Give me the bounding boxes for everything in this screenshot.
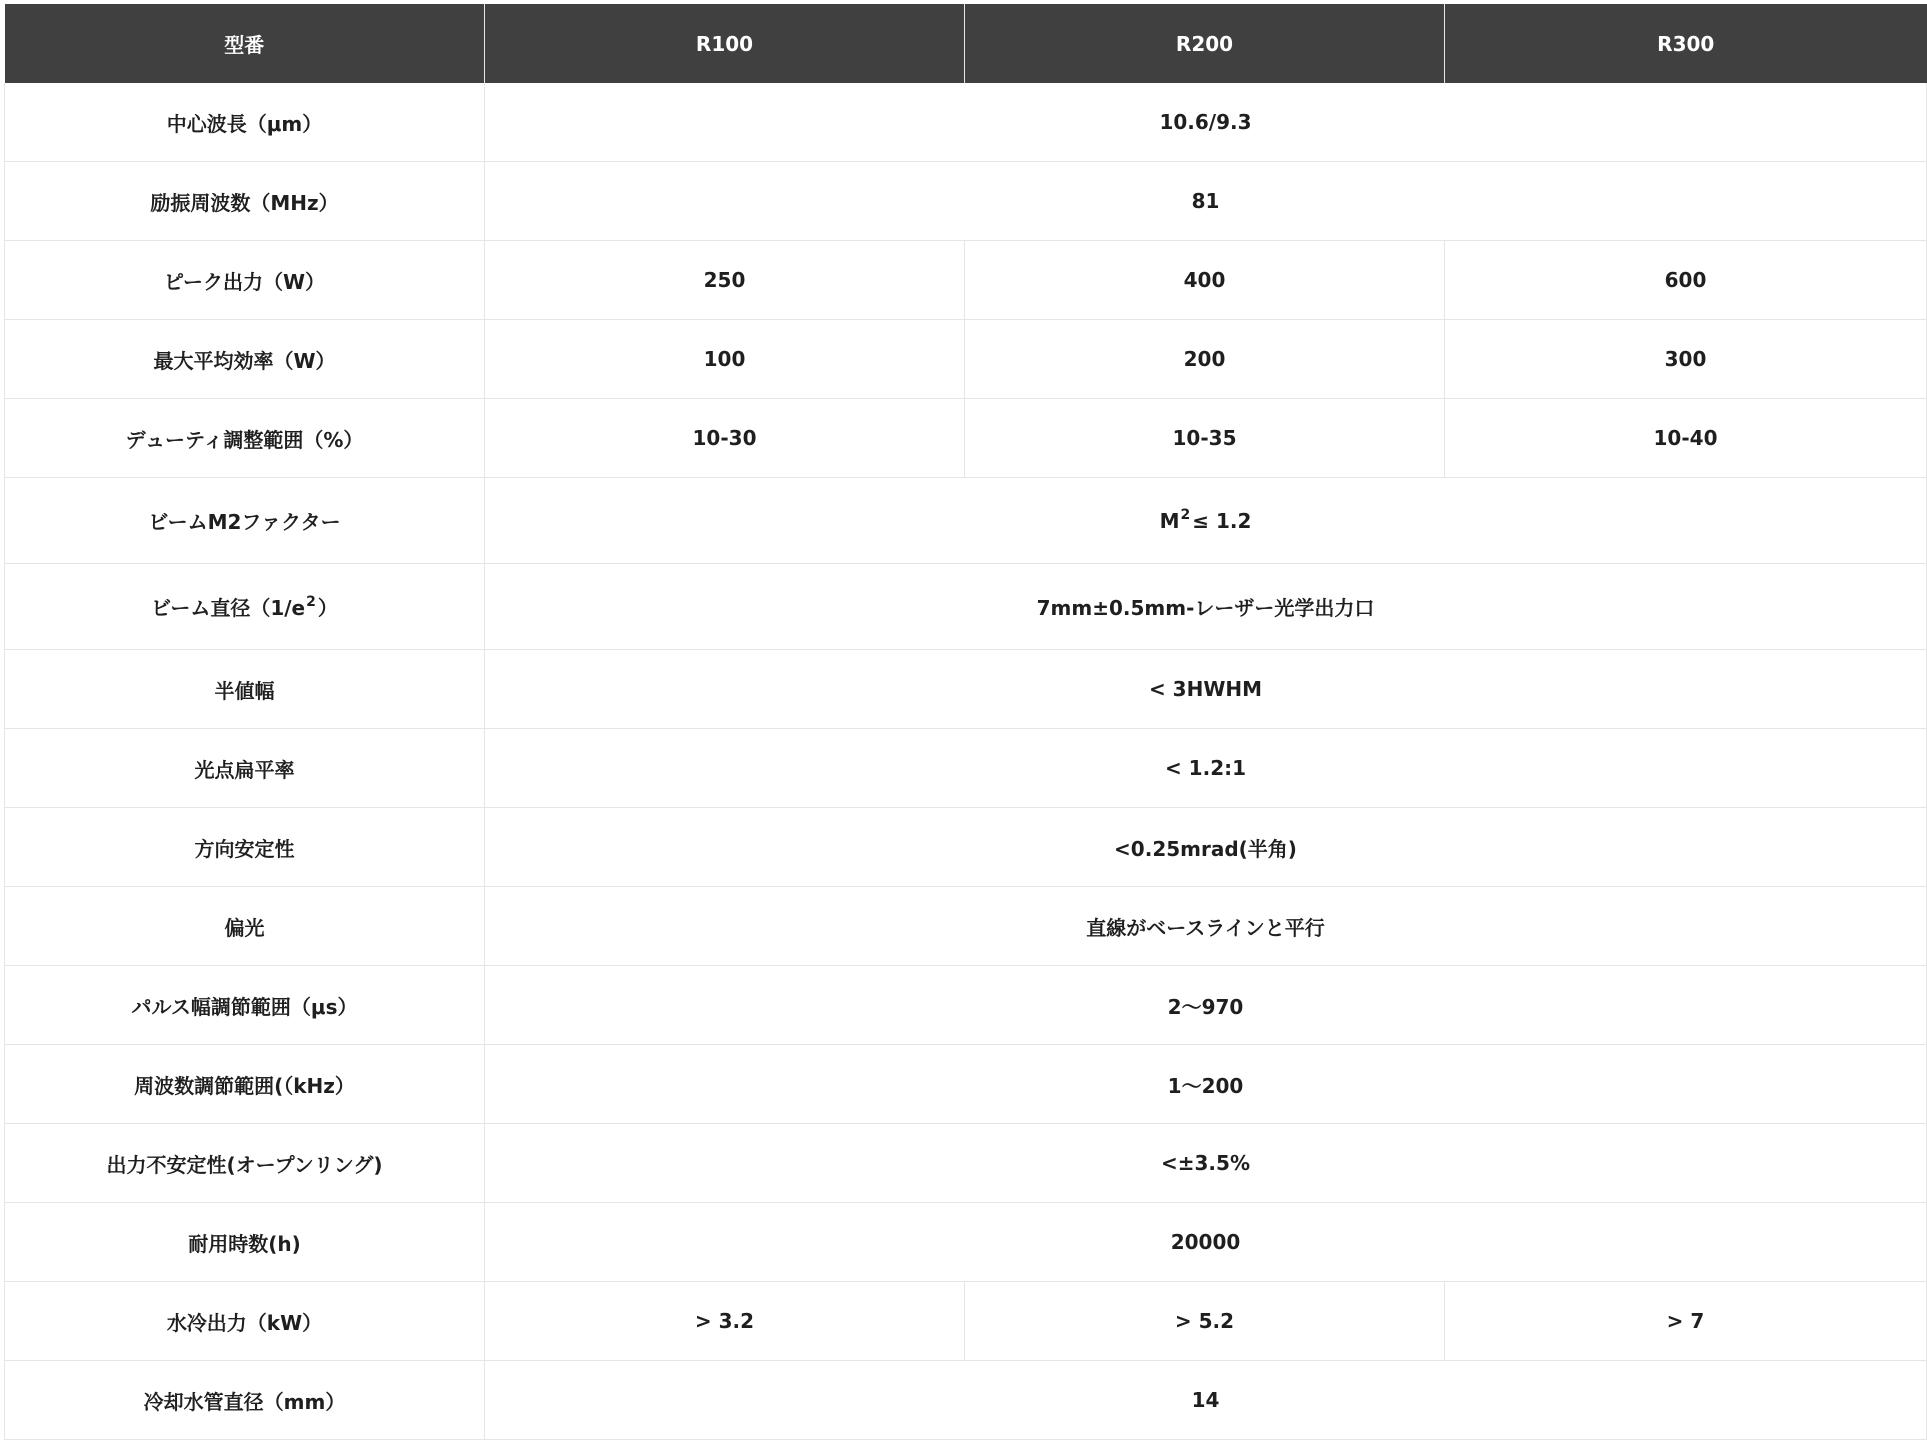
header-model-r100: R100 <box>485 4 965 83</box>
row-value-r200: > 5.2 <box>965 1282 1445 1361</box>
row-cooling-pipe-diameter <box>5 1361 1927 1440</box>
label-superscript: 2 <box>306 594 316 610</box>
row-value-r100: 100 <box>485 320 965 399</box>
row-fwhm <box>5 650 1927 729</box>
row-peak-power <box>5 241 1927 320</box>
row-value: 10.6/9.3 <box>485 83 1927 162</box>
row-value: < 3HWHM <box>485 650 1927 729</box>
row-label: 耐用時数(h) <box>5 1203 485 1282</box>
row-value: 14 <box>485 1361 1927 1440</box>
row-beam-diameter <box>5 564 1927 650</box>
row-value <box>485 478 1927 564</box>
row-pointing-stability <box>5 808 1927 887</box>
row-power-instability <box>5 1124 1927 1203</box>
row-value: <±3.5% <box>485 1124 1927 1203</box>
row-value: 1～200 <box>485 1045 1927 1124</box>
row-value: 81 <box>485 162 1927 241</box>
row-label: ピーク出力（W） <box>5 241 485 320</box>
row-value-r100: 10-30 <box>485 399 965 478</box>
value-superscript: 2 <box>1180 506 1191 523</box>
row-value-r100: 250 <box>485 241 965 320</box>
row-value: 7mm±0.5mm-レーザー光学出力口 <box>485 564 1927 650</box>
row-label: 偏光 <box>5 887 485 966</box>
row-value-r300: 10-40 <box>1445 399 1927 478</box>
header-label: 型番 <box>5 4 485 83</box>
row-label: 出力不安定性(オープンリング) <box>5 1124 485 1203</box>
row-value-r200: 10-35 <box>965 399 1445 478</box>
row-label: パルス幅調節範囲（μs） <box>5 966 485 1045</box>
row-label: 周波数調節範囲(（kHz） <box>5 1045 485 1124</box>
row-label: 半値幅 <box>5 650 485 729</box>
row-value: <0.25mrad(半角) <box>485 808 1927 887</box>
row-label: デューティ調整範囲（%） <box>5 399 485 478</box>
row-label: 励振周波数（MHz） <box>5 162 485 241</box>
row-value-r200: 200 <box>965 320 1445 399</box>
row-value: 20000 <box>485 1203 1927 1282</box>
header-model-r300: R300 <box>1445 4 1927 83</box>
row-max-average-power <box>5 320 1927 399</box>
row-excitation-frequency <box>5 162 1927 241</box>
header-model-r200: R200 <box>965 4 1445 83</box>
row-label: 中心波長（μm） <box>5 83 485 162</box>
row-value-r300: 600 <box>1445 241 1927 320</box>
row-label <box>5 564 485 650</box>
row-frequency-range <box>5 1045 1927 1124</box>
row-label: 方向安定性 <box>5 808 485 887</box>
label-pre: ビーム直径（1/e <box>151 596 306 620</box>
row-value-r100: > 3.2 <box>485 1282 965 1361</box>
row-label: 水冷出力（kW） <box>5 1282 485 1361</box>
row-lifetime <box>5 1203 1927 1282</box>
header-row <box>5 4 1927 83</box>
value-post: ≤ 1.2 <box>1192 508 1252 533</box>
row-center-wavelength <box>5 83 1927 162</box>
spec-table <box>4 4 1927 1440</box>
row-polarization <box>5 887 1927 966</box>
row-value: 直線がベースラインと平行 <box>485 887 1927 966</box>
row-beam-m2-factor <box>5 478 1927 564</box>
row-label: ビームM2ファクター <box>5 478 485 564</box>
row-ellipticity <box>5 729 1927 808</box>
value-pre: M <box>1159 508 1180 533</box>
row-label: 光点扁平率 <box>5 729 485 808</box>
row-value: 2～970 <box>485 966 1927 1045</box>
row-pulse-width-range <box>5 966 1927 1045</box>
row-value: < 1.2:1 <box>485 729 1927 808</box>
row-value-r300: > 7 <box>1445 1282 1927 1361</box>
row-value-r300: 300 <box>1445 320 1927 399</box>
row-water-cooling <box>5 1282 1927 1361</box>
label-post: ） <box>317 596 338 620</box>
row-duty-range <box>5 399 1927 478</box>
row-label: 最大平均効率（W） <box>5 320 485 399</box>
row-label: 冷却水管直径（mm） <box>5 1361 485 1440</box>
row-value-r200: 400 <box>965 241 1445 320</box>
